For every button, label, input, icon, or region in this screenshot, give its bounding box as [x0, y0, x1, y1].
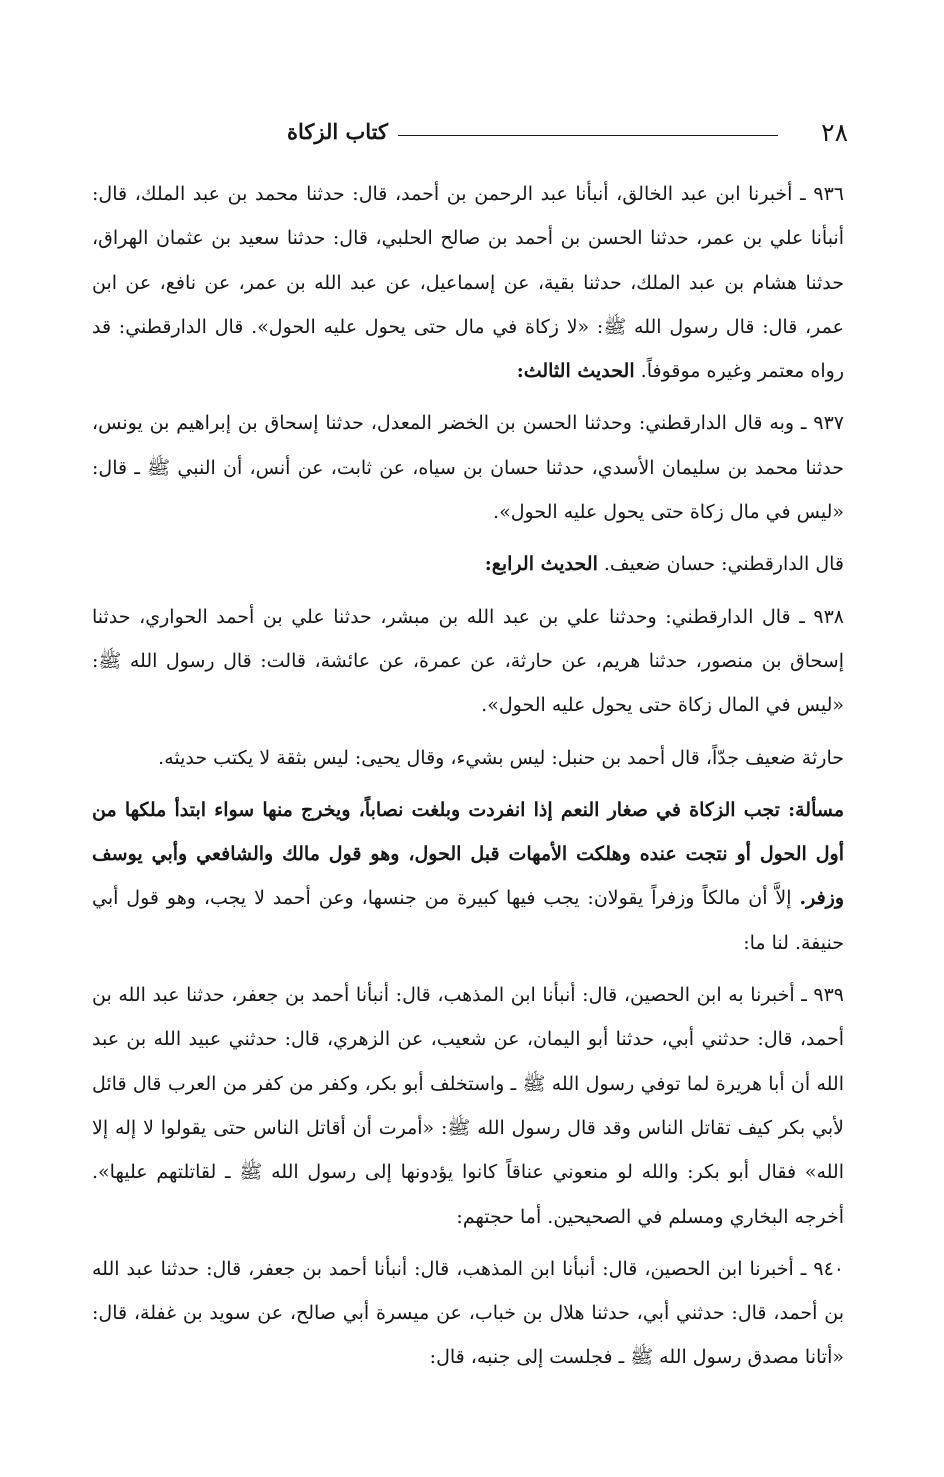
daraqutni-note: [92, 542, 844, 586]
hadith-940: ٩٤٠ ـ أخبرنا ابن الحصين، قال: أنبأنا ابن المذهب، قال: أنبأنا أحمد بن جعفر، قال: حدثنا عبد الله بن أحمد، قال: حدثني أبي، حدثنا هلال بن خباب، عن ميسرة أبي صالح، عن سويد بن غفلة، قال: «أتانا مصدق رسول الله ﷺ ـ فجلست إلى جنبه، قال:: [92, 1257, 844, 1369]
hadith-938: ٩٣٨ ـ قال الدارقطني: وحدثنا علي بن عبد الله بن مبشر، حدثنا علي بن أحمد الحواري، حدثنا إسحاق بن منصور، حدثنا هريم، عن حارثة، عن عمرة، عن عائشة، قالت: قال رسول الله ﷺ: «ليس في المال زكاة حتى يحول عليه الحول».: [92, 605, 844, 717]
hadith-939: ٩٣٩ ـ أخبرنا به ابن الحصين، قال: أنبأنا ابن المذهب، قال: أنبأنا أحمد بن جعفر، حدثنا عبد الله بن أحمد، قال: حدثني أبي، حدثنا أبو اليمان، عن شعيب، عن الزهري، قال: حدثني عبيد الله بن عبد الله أن أبا هريرة لما توفي رسول الله ﷺ ـ واستخلف أبو بكر، وكفر من كفر من العرب قال قائل لأبي بكر كيف تقاتل الناس وقد قال رسول الله ﷺ: «أمرت أن أقاتل الناس حتى يقولوا لا إله إلا الله» فقال أبو بكر: والله لو منعوني عناقاً كانوا يؤدونها إلى رسول الله ﷺ ـ لقاتلتهم عليها». أخرجه البخاري ومسلم في الصحيحين. أما حجتهم:: [92, 984, 844, 1228]
page-number: ٢٨: [821, 118, 848, 147]
masala-paragraph: [92, 788, 844, 965]
header-rule: [398, 135, 778, 136]
page-body: [92, 172, 844, 1388]
hadith-heading-fourth: الحديث الرابع:: [484, 553, 598, 576]
masala-continuation: إلاَّ أن مالكاً وزفراً يقولان: يجب فيها كبيرة من جنسها، وعن أحمد لا يجب، وهو قول أبي حنيفة. لنا ما:: [92, 887, 844, 954]
hadith-heading-third: الحديث الثالث:: [516, 360, 635, 383]
hadith-936-text: ٩٣٦ ـ أخبرنا ابن عبد الخالق، أنبأنا عبد الرحمن بن أحمد، قال: حدثنا محمد بن عبد الملك، قال: أنبأنا علي بن عمر، حدثنا الحسن بن أحمد بن صالح الحلبي، قال: حدثنا سعيد بن عثمان الهراق، حدثنا هشام بن عبد الملك، حدثنا بقية، عن إسماعيل، عن عبد الله بن عمر، عن نافع، عن ابن عمر، قال: قال رسول الله ﷺ: «لا زكاة في مال حتى يحول عليه الحول». قال الدارقطني: قد رواه معتمر وغيره موقوفاً.: [92, 183, 844, 383]
running-title: كتاب الزكاة: [286, 119, 388, 144]
haritha-note: حارثة ضعيف جدّاً، قال أحمد بن حنبل: ليس بشيء، وقال يحيى: ليس بثقة لا يكتب حديثه.: [158, 746, 844, 769]
hadith-936: [92, 172, 844, 393]
daraqutni-note-text: قال الدارقطني: حسان ضعيف.: [603, 553, 844, 576]
masala-statement: مسألة: تجب الزكاة في صغار النعم إذا انفردت وبلغت نصاباً، ويخرج منها سواء ابتدأ ملكها من أول الحول أو نتجت عنده وهلكت الأمهات قبل الحول، وهو قول مالك والشافعي وأبي يوسف وزفر.: [92, 798, 845, 910]
page-header: [88, 108, 848, 152]
hadith-937: ٩٣٧ ـ وبه قال الدارقطني: وحدثنا الحسن بن الخضر المعدل، حدثنا إسحاق بن إبراهيم بن يونس، حدثنا محمد بن سليمان الأسدي، حدثنا حسان بن سياه، عن ثابت، عن أنس، أن النبي ﷺ ـ قال: «ليس في مال زكاة حتى يحول عليه الحول».: [92, 412, 844, 524]
